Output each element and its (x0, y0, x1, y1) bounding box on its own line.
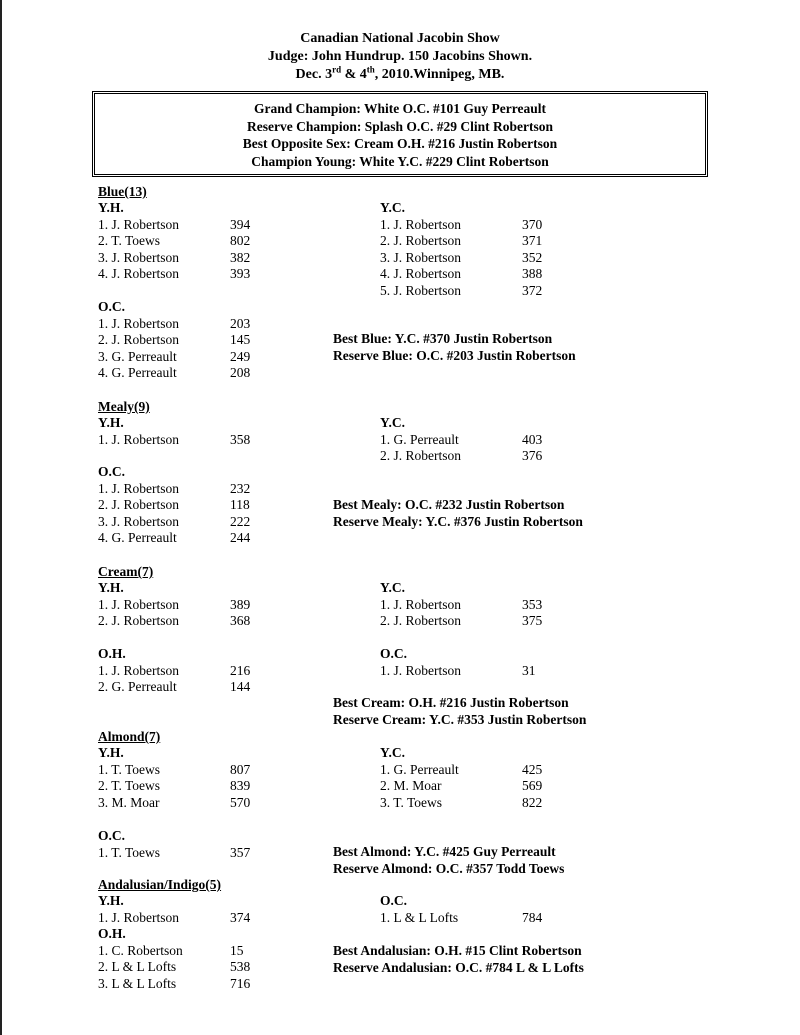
blue-yh-entry-name: 3. J. Robertson (98, 249, 179, 265)
blue-yh-entry-number: 394 (230, 216, 251, 232)
cream-oh-entry-number: 216 (230, 662, 251, 678)
blue-oc-entry-number: 249 (230, 348, 251, 364)
blue-yh-entry-name: 4. J. Robertson (98, 266, 179, 281)
blue-yc-entry-name: 5. J. Robertson (380, 282, 461, 298)
champion-young: Champion Young: White Y.C. #229 Clint Robertson (251, 153, 549, 169)
cream-oh-entry-name: 2. G. Perreault (98, 679, 177, 694)
andalusian-oh-entry-number: 538 (230, 959, 251, 974)
almond-yc-entry-name: 2. M. Moar (380, 778, 442, 793)
mealy-oc-entry-number: 232 (230, 480, 251, 496)
almond-yh-entry-number: 570 (230, 794, 251, 810)
page-edge (0, 0, 2, 1035)
blue-oc-entry-name: 3. G. Perreault (98, 348, 177, 364)
cream-oc-label: O.C. (380, 646, 407, 661)
andalusian-oh-entry-name: 1. C. Robertson (98, 942, 183, 958)
cream-yc-entry-name: 1. J. Robertson (380, 596, 461, 612)
andalusian-yh-entry-number: 374 (230, 909, 251, 925)
andalusian-oh-entry-name: 2. L & L Lofts (98, 959, 177, 974)
andalusian-oh-entry-name: 3. L & L Lofts (98, 975, 177, 991)
mealy-yh-entry-number: 358 (230, 431, 251, 447)
show-title: Canadian National Jacobin Show (300, 31, 500, 46)
blue-oc-entry-number: 145 (230, 332, 251, 347)
almond-yh-entry-number: 839 (230, 778, 251, 793)
cream-yh-label: Y.H. (98, 580, 124, 595)
blue-yh-entry-number: 393 (230, 266, 251, 281)
almond-yh-entry-name: 2. T. Toews (98, 778, 161, 793)
blue-yc-entry-name: 3. J. Robertson (380, 249, 461, 265)
almond-yh-entry-name: 3. M. Moar (98, 794, 160, 810)
almond-yc-entry-name: 3. T. Toews (380, 794, 443, 810)
champions-box (92, 91, 708, 177)
blue-oc-entry-number: 208 (230, 365, 251, 380)
cream-best: Best Cream: O.H. #216 Justin Robertson (333, 695, 569, 710)
blue-yh-entry-name: 2. T. Toews (98, 233, 161, 248)
blue-oc-entry-name: 2. J. Robertson (98, 332, 179, 347)
blue-oc-label: O.C. (98, 299, 125, 314)
almond-yh-label: Y.H. (98, 745, 124, 760)
mealy-section-title: Mealy(9) (98, 399, 150, 414)
reserve-champion: Reserve Champion: Splash O.C. #29 Clint Robertson (246, 118, 554, 134)
cream-yc-entry-name: 2. J. Robertson (380, 613, 461, 628)
blue-yc-entry-name: 1. J. Robertson (380, 216, 461, 232)
blue-yc-entry-name: 4. J. Robertson (380, 266, 461, 281)
mealy-yc-entry-name: 2. J. Robertson (380, 448, 461, 463)
almond-oc-label: O.C. (98, 828, 125, 843)
cream-yh-entry-name: 2. J. Robertson (98, 613, 179, 628)
blue-yc-entry-number: 352 (522, 249, 543, 265)
blue-best: Best Blue: Y.C. #370 Justin Robertson (333, 331, 553, 346)
almond-oc-entry-number: 357 (230, 844, 251, 860)
andalusian-reserve: Reserve Andalusian: O.C. #784 L & L Lofts (333, 959, 584, 975)
andalusian-best: Best Andalusian: O.H. #15 Clint Robertson (333, 943, 582, 958)
cream-oc-entry-number: 31 (522, 662, 536, 678)
cream-yc-entry-number: 353 (522, 596, 543, 612)
almond-yc-entry-number: 425 (522, 761, 543, 777)
date-line: Dec. 3rd & 4th, 2010.Winnipeg, MB. (295, 64, 505, 82)
almond-yh-entry-name: 1. T. Toews (98, 761, 161, 777)
grand-champion: Grand Champion: White O.C. #101 Guy Perreault (253, 101, 546, 116)
blue-yc-entry-name: 2. J. Robertson (380, 233, 461, 248)
mealy-reserve: Reserve Mealy: Y.C. #376 Justin Robertson (333, 513, 583, 529)
mealy-yc-entry-number: 403 (522, 431, 543, 447)
almond-yc-entry-name: 1. G. Perreault (380, 761, 459, 777)
almond-section-title: Almond(7) (98, 729, 161, 744)
andalusian-oh-entry-number: 716 (230, 975, 251, 991)
mealy-oc-entry-number: 118 (230, 497, 250, 512)
andalusian-oh-entry-number: 15 (230, 942, 244, 958)
mealy-oc-label: O.C. (98, 464, 125, 479)
cream-oh-entry-number: 144 (230, 679, 251, 694)
andalusian-oh-label: O.H. (98, 926, 126, 941)
almond-yh-entry-number: 807 (230, 761, 251, 777)
andalusian-oc-label: O.C. (380, 893, 407, 908)
best-opposite-sex: Best Opposite Sex: Cream O.H. #216 Justin Robertson (242, 136, 558, 151)
blue-oc-entry-name: 1. J. Robertson (98, 315, 179, 331)
mealy-oc-entry-name: 1. J. Robertson (98, 480, 179, 496)
cream-oc-entry-name: 1. J. Robertson (380, 662, 461, 678)
almond-best: Best Almond: Y.C. #425 Guy Perreault (333, 844, 556, 859)
blue-yc-entry-number: 372 (522, 282, 543, 298)
mealy-yc-entry-name: 1. G. Perreault (380, 431, 459, 447)
blue-reserve: Reserve Blue: O.C. #203 Justin Robertson (333, 347, 576, 363)
mealy-yc-label: Y.C. (380, 415, 406, 430)
blue-section-title: Blue(13) (98, 184, 147, 199)
cream-yc-entry-number: 375 (522, 613, 543, 628)
cream-section-title: Cream(7) (98, 564, 154, 579)
blue-oc-entry-number: 203 (230, 315, 251, 331)
mealy-yc-entry-number: 376 (522, 448, 543, 463)
almond-yc-entry-number: 569 (522, 778, 543, 793)
andalusian-yh-label: Y.H. (98, 893, 124, 908)
cream-yc-label: Y.C. (380, 580, 406, 595)
mealy-yh-entry-name: 1. J. Robertson (98, 431, 179, 447)
judge-line: Judge: John Hundrup. 150 Jacobins Shown. (267, 49, 533, 64)
andalusian-oc-entry-name: 1. L & L Lofts (380, 909, 459, 925)
cream-reserve: Reserve Cream: Y.C. #353 Justin Robertson (333, 711, 587, 727)
mealy-oc-entry-name: 4. G. Perreault (98, 530, 177, 545)
cream-yh-entry-number: 368 (230, 613, 251, 628)
blue-yh-entry-number: 382 (230, 249, 251, 265)
almond-yc-entry-number: 822 (522, 794, 543, 810)
blue-yh-entry-number: 802 (230, 233, 251, 248)
blue-yc-entry-number: 371 (522, 233, 543, 248)
cream-yh-entry-number: 389 (230, 596, 251, 612)
blue-oc-entry-name: 4. G. Perreault (98, 365, 177, 380)
mealy-oc-entry-number: 222 (230, 513, 251, 529)
cream-yh-entry-name: 1. J. Robertson (98, 596, 179, 612)
blue-yh-label: Y.H. (98, 200, 124, 215)
blue-yh-entry-name: 1. J. Robertson (98, 216, 179, 232)
mealy-oc-entry-number: 244 (230, 530, 251, 545)
almond-yc-label: Y.C. (380, 745, 406, 760)
blue-yc-entry-number: 370 (522, 216, 543, 232)
almond-oc-entry-name: 1. T. Toews (98, 844, 161, 860)
mealy-best: Best Mealy: O.C. #232 Justin Robertson (333, 497, 565, 512)
mealy-oc-entry-name: 3. J. Robertson (98, 513, 179, 529)
andalusian-section-title: Andalusian/Indigo(5) (98, 877, 222, 892)
almond-reserve: Reserve Almond: O.C. #357 Todd Toews (333, 860, 565, 876)
cream-oh-entry-name: 1. J. Robertson (98, 662, 179, 678)
andalusian-yh-entry-name: 1. J. Robertson (98, 909, 179, 925)
mealy-oc-entry-name: 2. J. Robertson (98, 497, 179, 512)
andalusian-oc-entry-number: 784 (522, 909, 543, 925)
blue-yc-entry-number: 388 (522, 266, 543, 281)
mealy-yh-label: Y.H. (98, 415, 124, 430)
blue-yc-label: Y.C. (380, 200, 406, 215)
cream-oh-label: O.H. (98, 646, 126, 661)
